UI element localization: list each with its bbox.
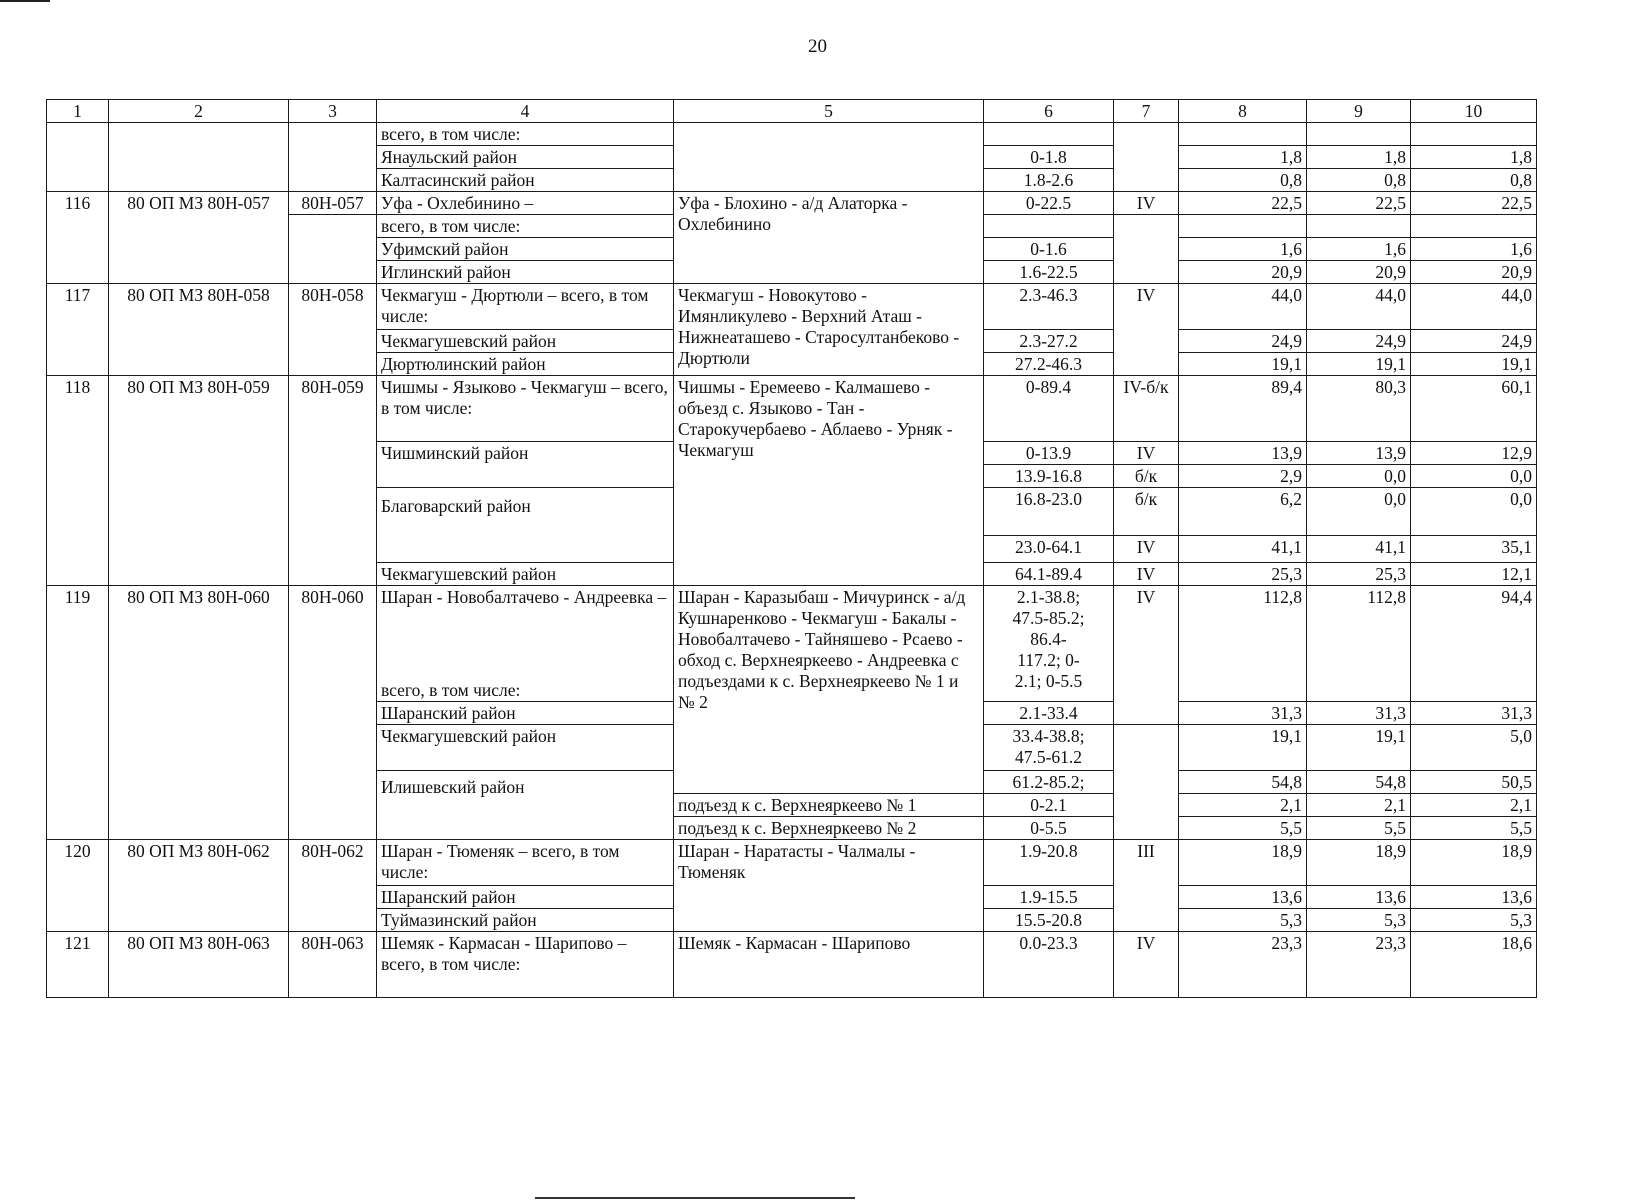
table-cell: Дюртюлинский район — [377, 353, 674, 376]
table-cell: Чишмы - Языково - Чекмагуш – всего, в том числе: — [377, 376, 674, 442]
route-description: Шаран - Наратасты - Чалмалы - Тюменяк — [674, 840, 984, 932]
table-cell: 19,1 — [1411, 353, 1537, 376]
table-cell: 41,1 — [1307, 536, 1411, 563]
table-cell: 18,6 — [1411, 932, 1537, 998]
table-cell: 2,1 — [1411, 794, 1537, 817]
table-cell: 5,3 — [1307, 909, 1411, 932]
row-number: 121 — [47, 932, 109, 998]
table-row — [47, 192, 1537, 215]
table-cell: 0-13.9 — [984, 442, 1114, 465]
table-cell: Илишевский район — [377, 771, 674, 840]
table-cell: IV-б/к — [1114, 376, 1179, 442]
table-cell: Иглинский район — [377, 261, 674, 284]
road-short-code: 80Н-058 — [289, 284, 377, 376]
table-cell: 0-1.6 — [984, 238, 1114, 261]
col-header: 9 — [1307, 100, 1411, 123]
table-cell: подъезд к с. Верхнеяркеево № 2 — [674, 817, 984, 840]
table-cell: 1,8 — [1307, 146, 1411, 169]
table-cell: б/к — [1114, 465, 1179, 488]
table-cell: 5,5 — [1411, 817, 1537, 840]
table-cell: 18,9 — [1307, 840, 1411, 886]
table-cell: 5,5 — [1179, 817, 1307, 840]
table-cell: Шаран - Тюменяк – всего, в том числе: — [377, 840, 674, 886]
route-description: Уфа - Блохино - а/д Алаторка - Охлебинино — [674, 192, 984, 284]
table-cell: 112,8 — [1307, 586, 1411, 702]
table-cell: Калтасинский район — [377, 169, 674, 192]
table-cell: 54,8 — [1179, 771, 1307, 794]
table-cell: Чекмагушевский район — [377, 725, 674, 771]
subtotal-label: всего, в том числе: — [381, 680, 521, 700]
table-cell: 64.1-89.4 — [984, 563, 1114, 586]
table-cell: 18,9 — [1179, 840, 1307, 886]
road-code: 80 ОП МЗ 80Н-057 — [109, 192, 289, 284]
table-cell: 23.0-64.1 — [984, 536, 1114, 563]
table-cell: 0-22.5 — [984, 192, 1114, 215]
table-cell: 1.9-15.5 — [984, 886, 1114, 909]
col-header: 6 — [984, 100, 1114, 123]
table-cell: 2,1 — [1307, 794, 1411, 817]
table-cell: IV — [1114, 442, 1179, 465]
table-cell: Шаранский район — [377, 702, 674, 725]
table-cell: 50,5 — [1411, 771, 1537, 794]
route-description: Чекмагуш - Новокутово - Имянликулево - Верхний Аташ - Нижнеаташево - Старосултанбеково - Дюртюли — [674, 284, 984, 376]
table-cell: 1,8 — [1179, 146, 1307, 169]
road-short-code: 80Н-060 — [289, 586, 377, 840]
table-cell: 23,3 — [1307, 932, 1411, 998]
table-row — [47, 376, 1537, 442]
table-row — [47, 123, 1537, 146]
table-cell: 2.1-38.8; 47.5-85.2; 86.4-117.2; 0-2.1; 0-5.5 — [984, 586, 1114, 702]
road-code: 80 ОП МЗ 80Н-059 — [109, 376, 289, 586]
table-cell: 24,9 — [1411, 330, 1537, 353]
table-cell: 1,8 — [1411, 146, 1537, 169]
table-cell — [377, 586, 674, 702]
table-cell: подъезд к с. Верхнеяркеево № 1 — [674, 794, 984, 817]
table-cell: IV — [1114, 932, 1179, 998]
table-cell: 13,6 — [1179, 886, 1307, 909]
road-code: 80 ОП МЗ 80Н-058 — [109, 284, 289, 376]
table-cell: 15.5-20.8 — [984, 909, 1114, 932]
col-header: 10 — [1411, 100, 1537, 123]
row-number: 116 — [47, 192, 109, 284]
table-cell: 0,0 — [1411, 488, 1537, 536]
table-cell: Благоварский район — [377, 488, 674, 563]
road-name: Шаран - Новобалтачево - Андреевка – — [381, 587, 667, 607]
table-cell: 18,9 — [1411, 840, 1537, 886]
road-code: 80 ОП МЗ 80Н-060 — [109, 586, 289, 840]
table-cell: 13,6 — [1307, 886, 1411, 909]
table-cell: 20,9 — [1411, 261, 1537, 284]
table-cell: 1.9-20.8 — [984, 840, 1114, 886]
table-cell: 6,2 — [1179, 488, 1307, 536]
table-cell: 0,8 — [1411, 169, 1537, 192]
table-cell: 12,1 — [1411, 563, 1537, 586]
table-cell: 16.8-23.0 — [984, 488, 1114, 536]
bottom-mark — [535, 1197, 855, 1199]
table-cell: 5,0 — [1411, 725, 1537, 771]
table-cell: 20,9 — [1307, 261, 1411, 284]
table-row — [47, 840, 1537, 886]
row-number: 117 — [47, 284, 109, 376]
row-number: 119 — [47, 586, 109, 840]
table-cell: 61.2-85.2; — [984, 771, 1114, 794]
table-cell: б/к — [1114, 488, 1179, 536]
table-cell: 22,5 — [1179, 192, 1307, 215]
table-cell: Уфа - Охлебинино – — [377, 192, 674, 215]
table-cell: 35,1 — [1411, 536, 1537, 563]
row-number: 120 — [47, 840, 109, 932]
table-cell: 94,4 — [1411, 586, 1537, 702]
header-row — [47, 100, 1537, 123]
col-header: 1 — [47, 100, 109, 123]
table-cell: 2.1-33.4 — [984, 702, 1114, 725]
table-cell: 19,1 — [1307, 353, 1411, 376]
road-short-code: 80Н-057 — [289, 192, 377, 215]
table-cell: 24,9 — [1307, 330, 1411, 353]
table-cell: Туймазинский район — [377, 909, 674, 932]
table-cell: 22,5 — [1307, 192, 1411, 215]
table-cell: Янаульский район — [377, 146, 674, 169]
table-cell: IV — [1114, 192, 1179, 215]
table-cell: 19,1 — [1307, 725, 1411, 771]
table-cell: 12,9 — [1411, 442, 1537, 465]
col-header: 7 — [1114, 100, 1179, 123]
table-cell: 0,0 — [1307, 465, 1411, 488]
table-cell: 44,0 — [1307, 284, 1411, 330]
table-cell: 13,9 — [1179, 442, 1307, 465]
table-cell: 2,1 — [1179, 794, 1307, 817]
route-description: Шаран - Каразыбаш - Мичуринск - а/д Кушнаренково - Чекмагуш - Бакалы - Новобалтачево - Тайняшево - Рсаево - обход с. Верхнеяркеево - Андреевка с подъездами к с. Верхнеяркеево № 1 и № 2 — [674, 586, 984, 794]
table-cell: 24,9 — [1179, 330, 1307, 353]
table-cell: 112,8 — [1179, 586, 1307, 702]
table-cell: 27.2-46.3 — [984, 353, 1114, 376]
corner-mark — [0, 0, 50, 2]
table-cell: Чекмагушевский район — [377, 330, 674, 353]
table-cell: всего, в том числе: — [377, 215, 674, 238]
road-short-code: 80Н-059 — [289, 376, 377, 586]
table-cell: IV — [1114, 284, 1179, 376]
table-cell: 44,0 — [1179, 284, 1307, 330]
table-cell: 60,1 — [1411, 376, 1537, 442]
col-header: 4 — [377, 100, 674, 123]
table-cell: 0-89.4 — [984, 376, 1114, 442]
table-cell: 33.4-38.8; 47.5-61.2 — [984, 725, 1114, 771]
table-cell: 5,3 — [1179, 909, 1307, 932]
table-cell: 31,3 — [1411, 702, 1537, 725]
table-cell: 2.3-27.2 — [984, 330, 1114, 353]
table-cell: 13,6 — [1411, 886, 1537, 909]
table-row — [47, 284, 1537, 330]
table-cell: Уфимский район — [377, 238, 674, 261]
table-cell: 13.9-16.8 — [984, 465, 1114, 488]
col-header: 8 — [1179, 100, 1307, 123]
table-cell: 54,8 — [1307, 771, 1411, 794]
table-cell: 1.8-2.6 — [984, 169, 1114, 192]
table-cell: 0-1.8 — [984, 146, 1114, 169]
table-cell: 1,6 — [1411, 238, 1537, 261]
table-cell: Шемяк - Кармасан - Шарипово – всего, в том числе: — [377, 932, 674, 998]
route-description: Чишмы - Еремеево - Калмашево - объезд с. Языково - Тан - Старокучербаево - Аблаево - Урняк - Чекмагуш — [674, 376, 984, 586]
table-cell: 23,3 — [1179, 932, 1307, 998]
road-code: 80 ОП МЗ 80Н-062 — [109, 840, 289, 932]
table-cell: 1,6 — [1179, 238, 1307, 261]
table-cell: 0.0-23.3 — [984, 932, 1114, 998]
table-cell: 25,3 — [1307, 563, 1411, 586]
table-cell: 5,5 — [1307, 817, 1411, 840]
table-cell: IV — [1114, 563, 1179, 586]
table-cell: IV — [1114, 536, 1179, 563]
table-cell: 1,6 — [1307, 238, 1411, 261]
table-cell: 0,0 — [1307, 488, 1411, 536]
road-short-code: 80Н-062 — [289, 840, 377, 932]
route-description: Шемяк - Кармасан - Шарипово — [674, 932, 984, 998]
table-row — [47, 586, 1537, 702]
table-cell: 41,1 — [1179, 536, 1307, 563]
roads-table — [46, 99, 1537, 998]
road-code: 80 ОП МЗ 80Н-063 — [109, 932, 289, 998]
col-header: 5 — [674, 100, 984, 123]
table-cell: Чекмагуш - Дюртюли – всего, в том числе: — [377, 284, 674, 330]
table-cell: 20,9 — [1179, 261, 1307, 284]
table-cell: 0,0 — [1411, 465, 1537, 488]
table-cell: Чекмагушевский район — [377, 563, 674, 586]
table-cell: 5,3 — [1411, 909, 1537, 932]
table-cell: 44,0 — [1411, 284, 1537, 330]
table-cell: IV — [1114, 586, 1179, 725]
table-cell: 19,1 — [1179, 725, 1307, 771]
table-cell: Шаранский район — [377, 886, 674, 909]
table-cell: 2.3-46.3 — [984, 284, 1114, 330]
table-cell: 1.6-22.5 — [984, 261, 1114, 284]
row-number: 118 — [47, 376, 109, 586]
table-row — [47, 932, 1537, 998]
road-short-code: 80Н-063 — [289, 932, 377, 998]
table-cell: 80,3 — [1307, 376, 1411, 442]
table-cell: 2,9 — [1179, 465, 1307, 488]
table-cell: Чишминский район — [377, 442, 674, 488]
table-cell: 89,4 — [1179, 376, 1307, 442]
page-number: 20 — [808, 36, 827, 57]
table-cell: всего, в том числе: — [377, 123, 674, 146]
table-cell: 0-5.5 — [984, 817, 1114, 840]
table-cell: III — [1114, 840, 1179, 932]
col-header: 3 — [289, 100, 377, 123]
table-cell: 31,3 — [1307, 702, 1411, 725]
col-header: 2 — [109, 100, 289, 123]
table-cell: 19,1 — [1179, 353, 1307, 376]
table-cell: 0,8 — [1179, 169, 1307, 192]
table-cell: 13,9 — [1307, 442, 1411, 465]
table-cell: 0,8 — [1307, 169, 1411, 192]
table-cell: 0-2.1 — [984, 794, 1114, 817]
table-cell: 25,3 — [1179, 563, 1307, 586]
table-cell: 31,3 — [1179, 702, 1307, 725]
table-cell: 22,5 — [1411, 192, 1537, 215]
